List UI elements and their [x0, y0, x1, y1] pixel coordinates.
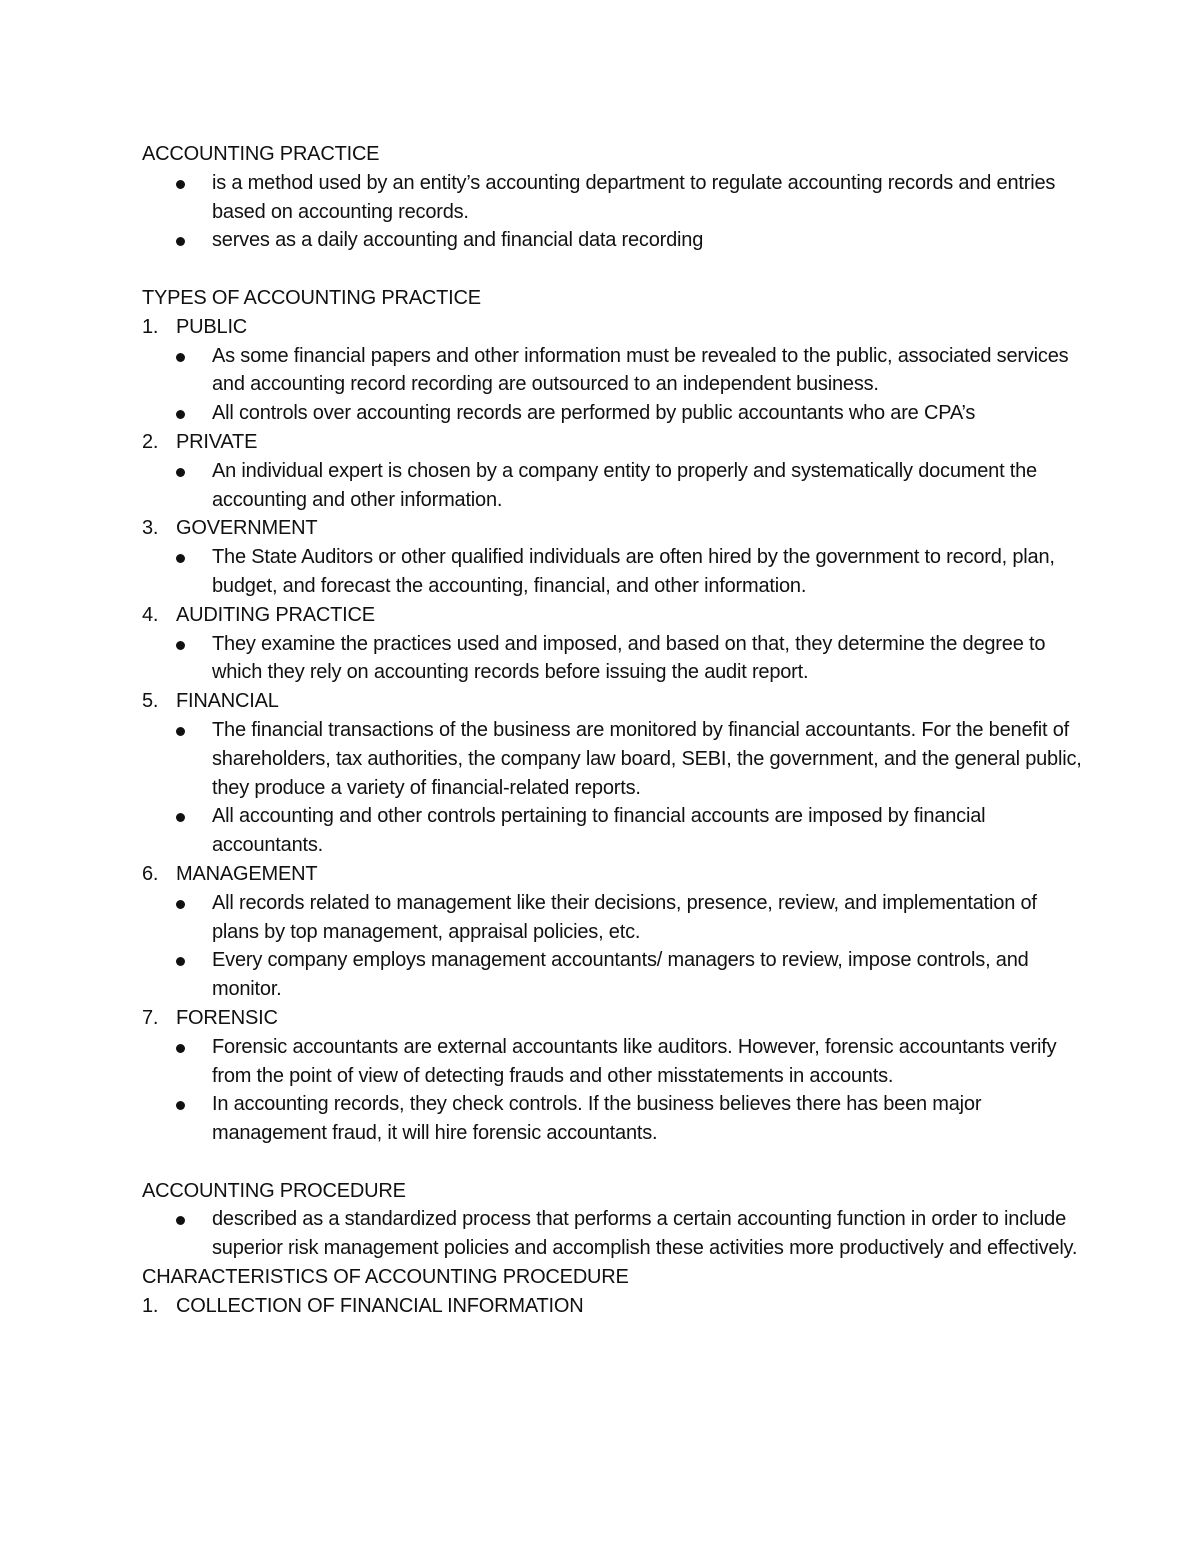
- bullet-dot-icon: [176, 900, 185, 909]
- bullet-dot-icon: [176, 353, 185, 362]
- type-title: AUDITING PRACTICE: [176, 603, 375, 626]
- document-page: [142, 140, 1082, 1321]
- bullet-text: described as a standardized process that performs a certain accounting function in order to include superior risk management policies and accomplish these activities more productively and effectively.: [212, 1208, 1078, 1260]
- item-number: 6.: [142, 862, 159, 885]
- bullet-list: [142, 457, 1082, 515]
- type-title: GOVERNMENT: [176, 517, 318, 540]
- bullet-dot-icon: [176, 641, 185, 650]
- list-item: [142, 716, 1082, 802]
- list-item: [142, 630, 1082, 688]
- bullet-dot-icon: [176, 957, 185, 966]
- bullet-list: [142, 889, 1082, 1004]
- type-title: FINANCIAL: [176, 690, 279, 713]
- types-list: [142, 313, 1082, 1148]
- characteristic-title: COLLECTION OF FINANCIAL INFORMATION: [176, 1294, 584, 1317]
- bullet-dot-icon: [176, 554, 185, 563]
- bullet-dot-icon: [176, 1101, 185, 1110]
- bullet-dot-icon: [176, 727, 185, 736]
- list-item: [142, 802, 1082, 860]
- bullet-text: serves as a daily accounting and financial data recording: [212, 229, 704, 252]
- bullet-text: In accounting records, they check controls. If the business believes there has been major management fraud, it will hire forensic accountants.: [212, 1093, 982, 1145]
- list-item: [142, 169, 1082, 227]
- list-item: [142, 946, 1082, 1004]
- type-title-row: [142, 428, 1082, 457]
- section-heading-accounting-procedure: ACCOUNTING PROCEDURE: [142, 1179, 406, 1202]
- item-number: 7.: [142, 1006, 159, 1029]
- type-title: FORENSIC: [176, 1006, 278, 1029]
- type-title-row: [142, 601, 1082, 630]
- type-title: MANAGEMENT: [176, 862, 318, 885]
- type-title-row: [142, 313, 1082, 342]
- item-number: 5.: [142, 690, 159, 713]
- list-item: [142, 889, 1082, 947]
- type-title-row: [142, 687, 1082, 716]
- bullet-dot-icon: [176, 180, 185, 189]
- type-item-financial: [142, 687, 1082, 860]
- blank-line: [142, 255, 1082, 284]
- bullet-text: Forensic accountants are external accountants like auditors. However, forensic accountants verify from the point of view of detecting frauds and other misstatements in accounts.: [212, 1035, 1057, 1087]
- item-number: 1.: [142, 315, 159, 338]
- item-number: 4.: [142, 603, 159, 626]
- bullet-list: [142, 169, 1082, 255]
- bullet-dot-icon: [176, 1044, 185, 1053]
- section-heading-characteristics: CHARACTERISTICS OF ACCOUNTING PROCEDURE: [142, 1266, 629, 1289]
- type-item-public: [142, 313, 1082, 428]
- bullet-text: All controls over accounting records are performed by public accountants who are CPA’s: [212, 402, 976, 425]
- type-item-management: [142, 860, 1082, 1004]
- type-item-government: [142, 514, 1082, 600]
- bullet-list: [142, 543, 1082, 601]
- type-title-row: [142, 514, 1082, 543]
- bullet-list: [142, 630, 1082, 688]
- type-item-forensic: [142, 1004, 1082, 1148]
- type-title: PRIVATE: [176, 430, 258, 453]
- bullet-list: [142, 716, 1082, 860]
- list-item: [142, 457, 1082, 515]
- type-title-row: [142, 1004, 1082, 1033]
- bullet-text: An individual expert is chosen by a company entity to properly and systematically document the accounting and other information.: [212, 459, 1037, 511]
- item-number: 3.: [142, 517, 159, 540]
- bullet-dot-icon: [176, 468, 185, 477]
- bullet-text: They examine the practices used and imposed, and based on that, they determine the degree to which they rely on accounting records before issuing the audit report.: [212, 632, 1046, 684]
- characteristics-list: [142, 1292, 1082, 1321]
- bullet-text: All accounting and other controls pertaining to financial accounts are imposed by financial accountants.: [212, 805, 986, 857]
- list-item: [142, 543, 1082, 601]
- type-title: PUBLIC: [176, 315, 248, 338]
- bullet-list: [142, 1205, 1082, 1263]
- item-number: 1.: [142, 1294, 159, 1317]
- characteristic-title-row: [142, 1292, 1082, 1321]
- type-item-private: [142, 428, 1082, 514]
- characteristic-item: [142, 1292, 1082, 1321]
- bullet-text: is a method used by an entity’s accounting department to regulate accounting records and entries based on accounting records.: [212, 171, 1056, 223]
- bullet-text: All records related to management like their decisions, presence, review, and implementation of plans by top management, appraisal policies, etc.: [212, 891, 1037, 943]
- list-item: [142, 1205, 1082, 1263]
- bullet-dot-icon: [176, 1216, 185, 1225]
- section-heading-types: TYPES OF ACCOUNTING PRACTICE: [142, 286, 481, 309]
- bullet-text: As some financial papers and other information must be revealed to the public, associated services and accounting record recording are outsourced to an independent business.: [212, 344, 1069, 396]
- blank-line: [142, 1148, 1082, 1177]
- bullet-text: The financial transactions of the business are monitored by financial accountants. For the benefit of shareholders, tax authorities, the company law board, SEBI, the government, and the general public, they produce a variety of financial-related reports.: [212, 718, 1082, 799]
- type-item-auditing-practice: [142, 601, 1082, 687]
- list-item: [142, 1090, 1082, 1148]
- bullet-list: [142, 342, 1082, 428]
- bullet-text: Every company employs management accountants/ managers to review, impose controls, and monitor.: [212, 949, 1029, 1001]
- list-item: [142, 342, 1082, 400]
- item-number: 2.: [142, 430, 159, 453]
- bullet-dot-icon: [176, 237, 185, 246]
- list-item: [142, 399, 1082, 428]
- list-item: [142, 1033, 1082, 1091]
- list-item: [142, 226, 1082, 255]
- bullet-dot-icon: [176, 410, 185, 419]
- type-title-row: [142, 860, 1082, 889]
- bullet-dot-icon: [176, 813, 185, 822]
- bullet-list: [142, 1033, 1082, 1148]
- section-heading-accounting-practice: ACCOUNTING PRACTICE: [142, 143, 380, 165]
- bullet-text: The State Auditors or other qualified individuals are often hired by the government to record, plan, budget, and forecast the accounting, financial, and other information.: [212, 546, 1055, 597]
